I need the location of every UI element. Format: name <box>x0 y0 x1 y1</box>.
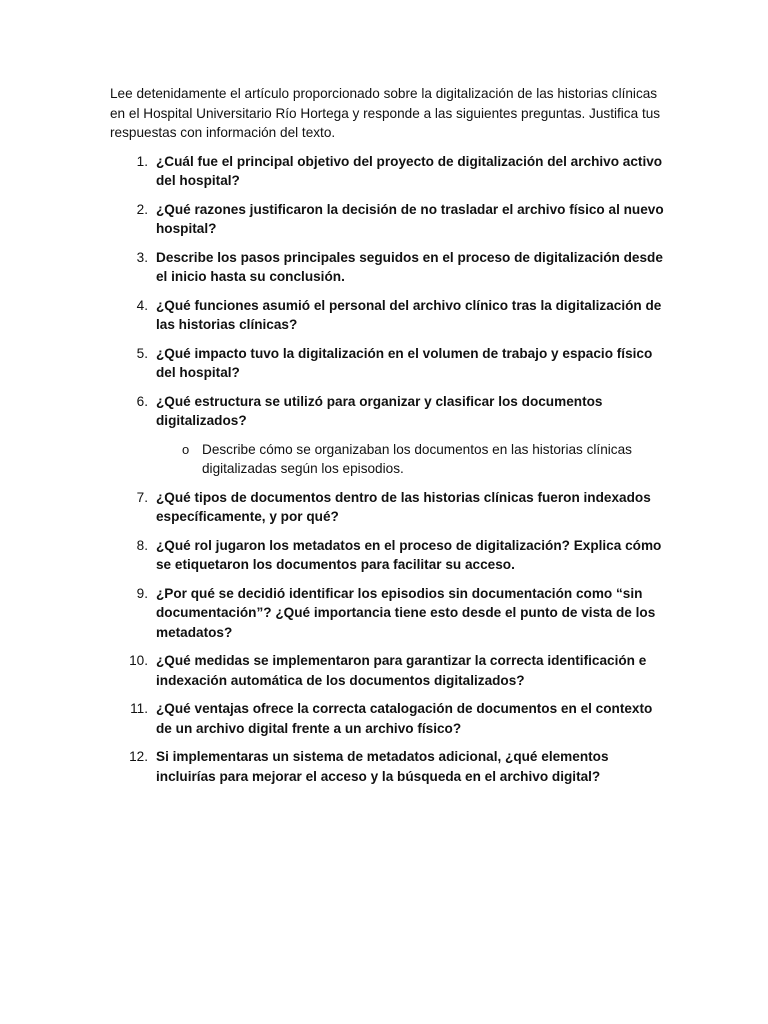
question-item <box>110 488 670 527</box>
question-number: 3. <box>136 249 148 265</box>
sub-question-item <box>156 440 670 479</box>
question-text: ¿Qué rol jugaron los metadatos en el proceso de digitalización? Explica cómo se etiquetaron los documentos para facilitar su acceso. <box>156 537 662 572</box>
question-item <box>110 392 670 479</box>
question-text: ¿Qué razones justificaron la decisión de no trasladar el archivo físico al nuevo hospital? <box>156 201 664 236</box>
question-number: 11. <box>130 701 148 716</box>
question-item <box>110 248 670 287</box>
question-number: 2. <box>136 201 148 217</box>
question-number: 10. <box>129 653 148 668</box>
question-number: 7. <box>136 489 148 505</box>
question-number: 5. <box>136 345 148 361</box>
questions-list <box>110 152 670 787</box>
question-item <box>110 651 670 690</box>
question-number: 1. <box>136 153 148 169</box>
question-number: 6. <box>136 393 148 409</box>
intro-paragraph: Lee detenidamente el artículo proporcionado sobre la digitalización de las historias clínicas en el Hospital Universitario Río Hortega y responde a las siguientes preguntas. Justifica tus respuestas con información del texto. <box>110 86 661 140</box>
sub-question-text: Describe cómo se organizaban los documentos en las historias clínicas digitalizadas según los episodios. <box>202 441 632 476</box>
question-number: 4. <box>136 297 148 313</box>
question-item <box>110 584 670 643</box>
question-text: ¿Por qué se decidió identificar los episodios sin documentación como “sin documentación”? ¿Qué importancia tiene esto desde el punto de vista de los metadatos? <box>156 585 656 640</box>
question-item <box>110 344 670 383</box>
question-text: ¿Qué funciones asumió el personal del archivo clínico tras la digitalización de las historias clínicas? <box>156 297 662 332</box>
question-number: 12. <box>129 749 148 764</box>
question-text: ¿Qué estructura se utilizó para organizar y clasificar los documentos digitalizados? <box>156 393 603 428</box>
question-item <box>110 152 670 191</box>
question-item <box>110 296 670 335</box>
question-item <box>110 747 670 786</box>
question-item <box>110 536 670 575</box>
question-text: ¿Qué impacto tuvo la digitalización en el volumen de trabajo y espacio físico del hospital? <box>156 345 653 380</box>
question-text: ¿Qué medidas se implementaron para garantizar la correcta identificación e indexación automática de los documentos digitalizados? <box>156 653 647 688</box>
question-item <box>110 699 670 738</box>
question-text: ¿Qué tipos de documentos dentro de las historias clínicas fueron indexados específicamente, y por qué? <box>156 489 651 524</box>
document-content <box>110 84 670 795</box>
question-text: Describe los pasos principales seguidos en el proceso de digitalización desde el inicio hasta su conclusión. <box>156 249 663 284</box>
sub-question-list <box>156 440 670 479</box>
question-text: Si implementaras un sistema de metadatos adicional, ¿qué elementos incluirías para mejorar el acceso y la búsqueda en el archivo digital? <box>156 749 609 784</box>
question-number: 9. <box>136 585 148 601</box>
question-text: ¿Cuál fue el principal objetivo del proyecto de digitalización del archivo activo del hospital? <box>156 153 663 188</box>
question-number: 8. <box>136 537 148 553</box>
bullet-icon: o <box>182 441 190 457</box>
question-item <box>110 200 670 239</box>
question-text: ¿Qué ventajas ofrece la correcta catalogación de documentos en el contexto de un archivo digital frente a un archivo físico? <box>156 701 653 736</box>
